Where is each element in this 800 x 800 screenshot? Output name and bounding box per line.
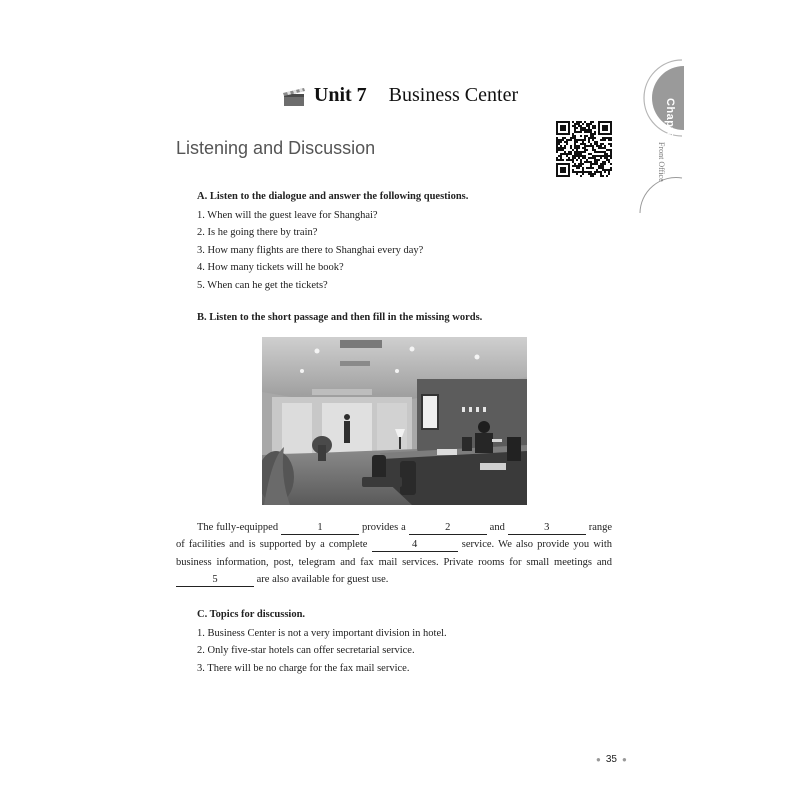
discussion-item: 1. Business Center is not a very important division in hotel. [197, 627, 447, 639]
blank-4[interactable]: 4 [372, 539, 458, 552]
part-a-heading: A. Listen to the dialogue and answer the following questions. [197, 191, 469, 202]
section-heading: Listening and Discussion [176, 138, 376, 158]
part-b-heading: B. Listen to the short passage and then fill in the missing words. [197, 312, 483, 323]
business-center-photo [262, 337, 527, 505]
passage-text: The fully-equipped [197, 522, 279, 533]
part-b [197, 309, 482, 328]
passage-text: service. We also provide you with business information, post, telegram and fax mail services. Private rooms for small meetings and [176, 539, 612, 568]
page-number: ● 35 ● [596, 754, 627, 765]
chapter-label: Chapter 2 [664, 98, 676, 154]
qr-code-icon[interactable] [556, 121, 612, 177]
question-item: 4. How many tickets will he book? [197, 262, 344, 273]
question-item: 2. Is he going there by train? [197, 227, 318, 238]
question-item: 1. When will the guest leave for Shanghai? [197, 209, 378, 221]
chapter-subtitle: Front Office [657, 142, 666, 182]
chapter-tab-graphic [620, 58, 700, 218]
blank-5[interactable]: 5 [176, 574, 254, 587]
blank-2[interactable]: 2 [409, 522, 487, 535]
passage-text: are also available for guest use. [256, 573, 389, 585]
discussion-item: 2. Only five-star hotels can offer secretarial service. [197, 645, 415, 656]
passage-text: provides a [362, 522, 406, 533]
discussion-item: 3. There will be no charge for the fax mail service. [197, 662, 410, 674]
question-item: 3. How many flights are there to Shanghai every day? [197, 244, 424, 256]
blank-3[interactable]: 3 [508, 522, 586, 535]
unit-number: Unit 7 [313, 84, 367, 106]
question-item: 5. When can he get the tickets? [197, 279, 328, 291]
passage-text: and [489, 522, 505, 533]
part-c [197, 606, 447, 677]
part-c-heading: C. Topics for discussion. [197, 609, 306, 620]
page-number-value: 35 [605, 754, 617, 765]
part-a [197, 188, 468, 294]
clapperboard-icon [282, 85, 306, 107]
fill-in-passage [176, 519, 612, 588]
unit-name: Business Center [388, 84, 519, 106]
passage-text: range of facilities and is supported by a complete [176, 522, 613, 551]
blank-1[interactable]: 1 [281, 522, 359, 535]
